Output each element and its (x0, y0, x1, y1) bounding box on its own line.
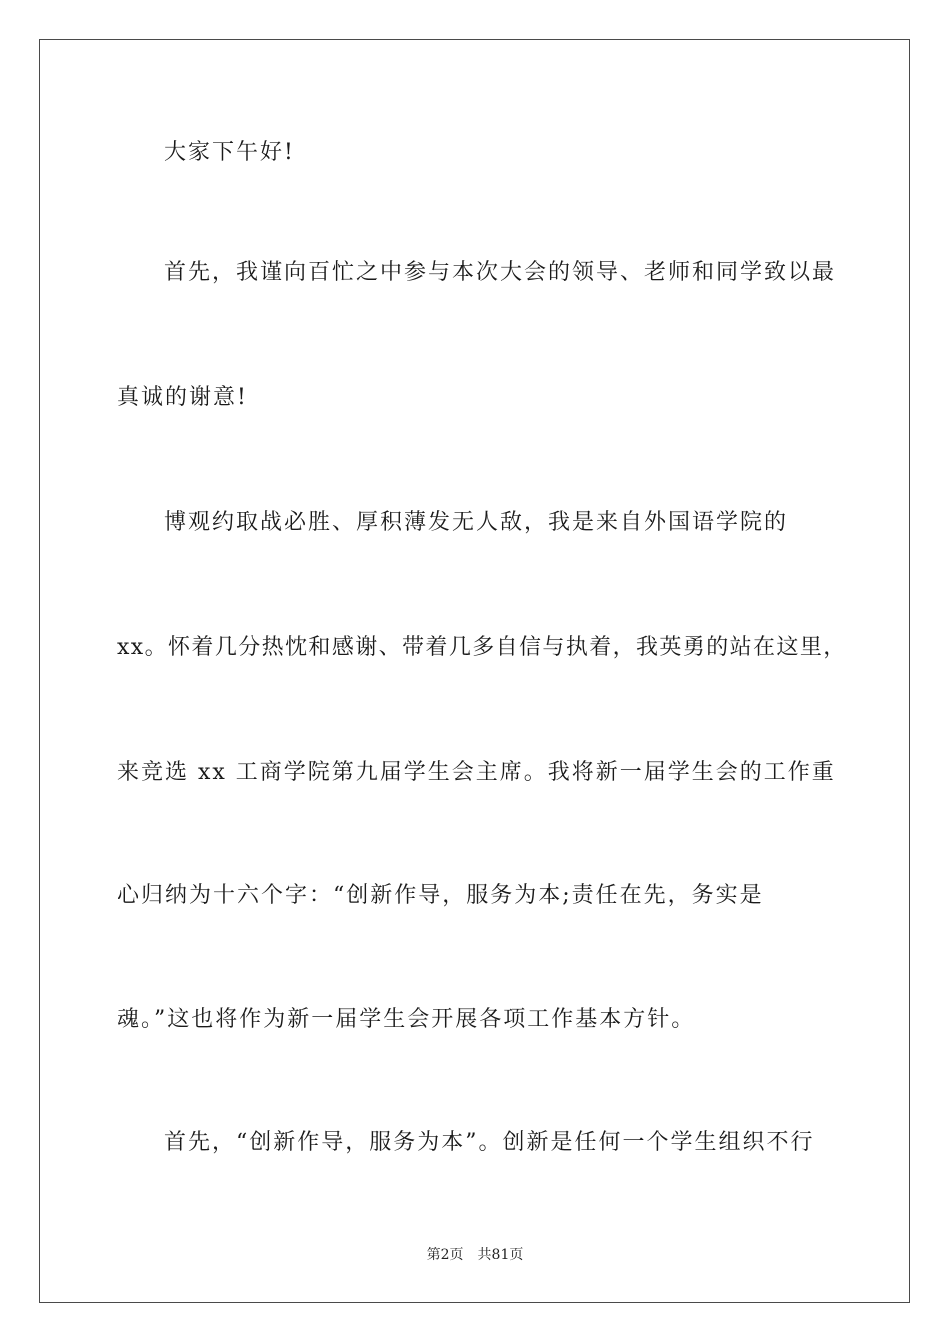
text-line-greeting: 大家下午好! (164, 140, 295, 165)
text-line: 来竞选 xx 工商学院第九届学生会主席。我将新一届学生会的工作重 (117, 760, 836, 785)
text-line: 首先，我谨向百忙之中参与本次大会的领导、老师和同学致以最 (164, 260, 837, 285)
text-line: xx。怀着几分热忱和感谢、带着几多自信与执着，我英勇的站在这里， (117, 635, 847, 660)
text-line: 首先，“创新作导，服务为本”。创新是任何一个学生组织不行 (164, 1130, 815, 1155)
text-line: 魂。”这也将作为新一届学生会开展各项工作基本方针。 (117, 1007, 696, 1032)
text-line: 博观约取战必胜、厚积薄发无人敌，我是来自外国语学院的 (164, 510, 789, 535)
page-footer (0, 1245, 950, 1265)
page-border (39, 39, 910, 1303)
text-line: 心归纳为十六个字：“创新作导，服务为本;责任在先，务实是 (117, 883, 764, 908)
page-number: 第2页 (426, 1247, 464, 1263)
page-total: 共81页 (477, 1247, 524, 1263)
text-line: 真诚的谢意! (117, 385, 248, 410)
